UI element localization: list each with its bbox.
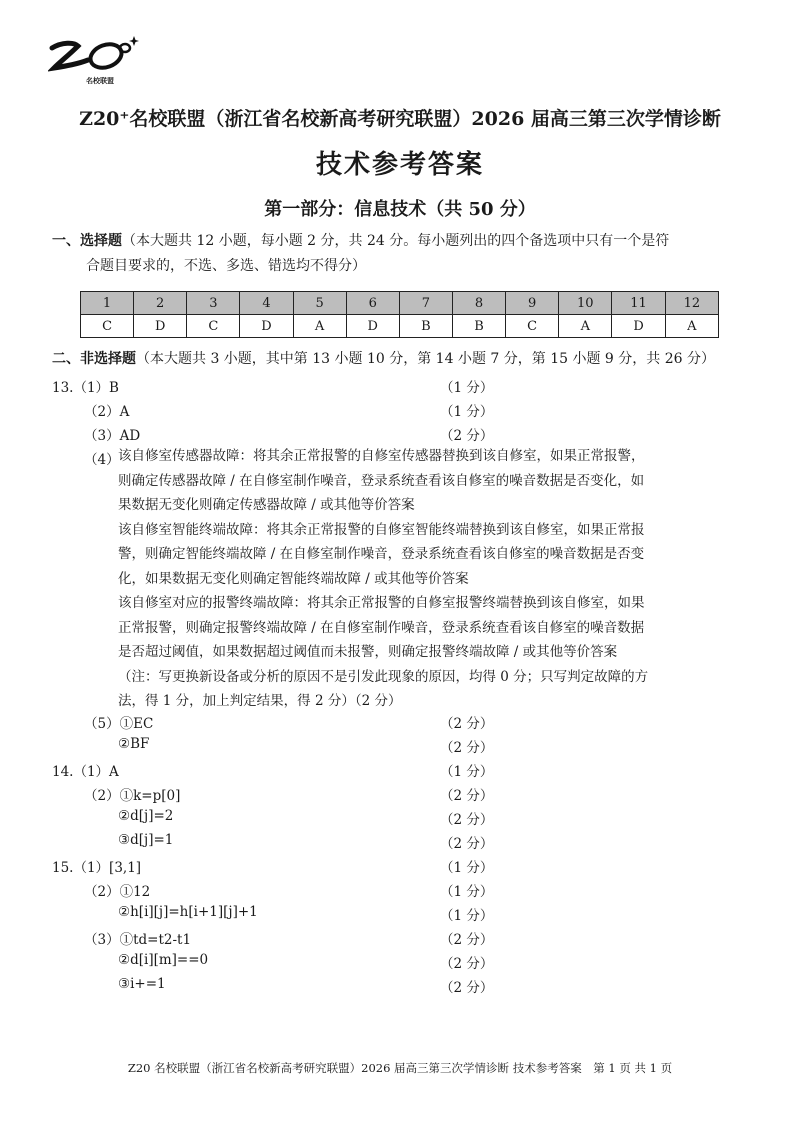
- answer-cell: D: [134, 315, 187, 338]
- answer-cell: B: [452, 315, 505, 338]
- answer-table-header-row: [81, 292, 719, 315]
- section2-intro: [52, 347, 752, 372]
- answer-table: [80, 291, 719, 338]
- answer-cell: C: [81, 315, 134, 338]
- section2-heading: 二、非选择题: [52, 351, 136, 367]
- q15-part2-score1: （1 分）: [440, 884, 494, 900]
- question-number-cell: 6: [346, 292, 399, 315]
- answer-cell: B: [399, 315, 452, 338]
- section2-text: （本大题共 3 小题，其中第 13 小题 10 分，第 14 小题 7 分，第 15 小题 9 分，共 26 分）: [136, 351, 715, 367]
- q13-part4-line: 正常报警，则确定报警终端故障 / 在自修室制作噪音，登录系统查看该自修室的噪音数据: [118, 619, 645, 636]
- q15-part1-score: （1 分）: [440, 860, 494, 876]
- answer-cell: D: [240, 315, 293, 338]
- answer-cell: A: [559, 315, 612, 338]
- q13-part5-score1: （2 分）: [440, 716, 494, 732]
- q13-part5-score2: （2 分）: [440, 740, 494, 756]
- question-number-cell: 4: [240, 292, 293, 315]
- document-title: 技术参考答案: [315, 150, 484, 180]
- answer-cell: C: [187, 315, 240, 338]
- q14-part1-answer: 14.（1）A: [52, 764, 119, 780]
- q13-part4-line: 该自修室智能终端故障：将其余正常报警的自修室智能终端替换到该自修室，如果正常报: [118, 521, 645, 538]
- q13-part5-answer1: （5）①EC: [84, 716, 154, 732]
- q14-part1-score: （1 分）: [440, 764, 494, 780]
- answer-cell: D: [612, 315, 665, 338]
- q13-part4-note-line: 法，得 1 分，加上判定结果，得 2 分）（2 分）: [118, 693, 402, 709]
- question-number-cell: 9: [506, 292, 559, 315]
- q13-part4-line: 该自修室对应的报警终端故障：将其余正常报警的自修室报警终端替换到该自修室，如果: [118, 595, 645, 611]
- q13-part4-line: 化，如果数据无变化则确定智能终端故障 / 或其他等价答案: [118, 570, 469, 587]
- q15-part3-score3: （2 分）: [440, 980, 494, 996]
- question-number-cell: 5: [293, 292, 346, 315]
- q13-part4-line: 该自修室传感器故障：将其余正常报警的自修室传感器替换到该自修室，如果正常报警，: [118, 448, 645, 464]
- q13-part4-line: 警，则确定智能终端故障 / 在自修室制作噪音，登录系统查看该自修室的噪音数据是否变: [118, 546, 645, 562]
- q15-part3-answer3: ③i+=1: [118, 976, 166, 992]
- q13-part3-answer: （3）AD: [84, 428, 141, 444]
- answer-cell: D: [346, 315, 399, 338]
- q13-part4-line: 是否超过阈值，如果数据超过阈值而未报警，则确定报警终端故障 / 或其他等价答案: [118, 644, 618, 660]
- q13-part3-score: （2 分）: [440, 428, 494, 444]
- header-title: Z20⁺名校联盟（浙江省名校新高考研究联盟）2026 届高三第三次学情诊断: [79, 108, 721, 130]
- q15-part3-answer2: ②d[i][m]==0: [118, 952, 209, 968]
- q13-part5-answer2: ②BF: [118, 736, 150, 752]
- q15-part3-score2: （2 分）: [440, 956, 494, 972]
- q14-part2-score3: （2 分）: [440, 836, 494, 852]
- question-number-cell: 8: [452, 292, 505, 315]
- q14-part2-answer3: ③d[j]=1: [118, 832, 174, 848]
- part-title: 第一部分：信息技术（共 50 分）: [264, 199, 536, 220]
- question-number-cell: 10: [559, 292, 612, 315]
- q13-part1-answer: 13.（1）B: [52, 380, 119, 396]
- q14-part2-score1: （2 分）: [440, 788, 494, 804]
- question-number-cell: 12: [665, 292, 718, 315]
- q13-part1-score: （1 分）: [440, 380, 494, 396]
- answer-cell: A: [665, 315, 718, 338]
- answer-cell: A: [293, 315, 346, 338]
- section1-heading: 一、选择题: [52, 233, 122, 249]
- q14-part2-answer2: ②d[j]=2: [118, 808, 174, 824]
- question-number-cell: 3: [187, 292, 240, 315]
- answer-cell: C: [506, 315, 559, 338]
- q15-part1-answer: 15.（1）[3,1]: [52, 860, 142, 876]
- page-footer: Z20 名校联盟（浙江省名校新高考研究联盟）2026 届高三第三次学情诊断 技术参考答案 第 1 页 共 1 页: [127, 1061, 673, 1075]
- q15-part2-answer2: ②h[i][j]=h[i+1][j]+1: [118, 904, 258, 920]
- q13-part4-note-line: （注：写更换新设备或分析的原因不是引发此现象的原因，均得 0 分；只写判定故障的方: [118, 668, 649, 685]
- q13-part4-label: （4）: [84, 452, 120, 468]
- q13-part2-answer: （2）A: [84, 404, 130, 420]
- section1-intro: [52, 229, 752, 254]
- logo: [48, 36, 140, 90]
- q13-part4-line: 果数据无变化则确定传感器故障 / 或其他等价答案: [118, 497, 415, 513]
- question-number-cell: 11: [612, 292, 665, 315]
- section1-text-line2: 合题目要求的，不选、多选、错选均不得分）: [86, 258, 366, 274]
- q13-part4-answer: [118, 444, 750, 714]
- question-number-cell: 1: [81, 292, 134, 315]
- q15-part3-score1: （2 分）: [440, 932, 494, 948]
- answer-table-answer-row: [81, 315, 719, 338]
- q14-part2-score2: （2 分）: [440, 812, 494, 828]
- q15-part3-answer1: （3）①td=t2-t1: [84, 932, 192, 948]
- question-number-cell: 2: [134, 292, 187, 315]
- logo-subtext: 名校联盟: [86, 77, 114, 85]
- q15-part2-answer1: （2）①12: [84, 884, 151, 900]
- q13-part4-line: 则确定传感器故障 / 在自修室制作噪音，登录系统查看该自修室的噪音数据是否变化，如: [118, 472, 645, 489]
- q15-part2-score2: （1 分）: [440, 908, 494, 924]
- section1-text-line1: （本大题共 12 小题，每小题 2 分，共 24 分。每小题列出的四个备选项中只有一个是符: [122, 233, 670, 249]
- q14-part2-answer1: （2）①k=p[0]: [84, 788, 181, 804]
- q13-part2-score: （1 分）: [440, 404, 494, 420]
- question-number-cell: 7: [399, 292, 452, 315]
